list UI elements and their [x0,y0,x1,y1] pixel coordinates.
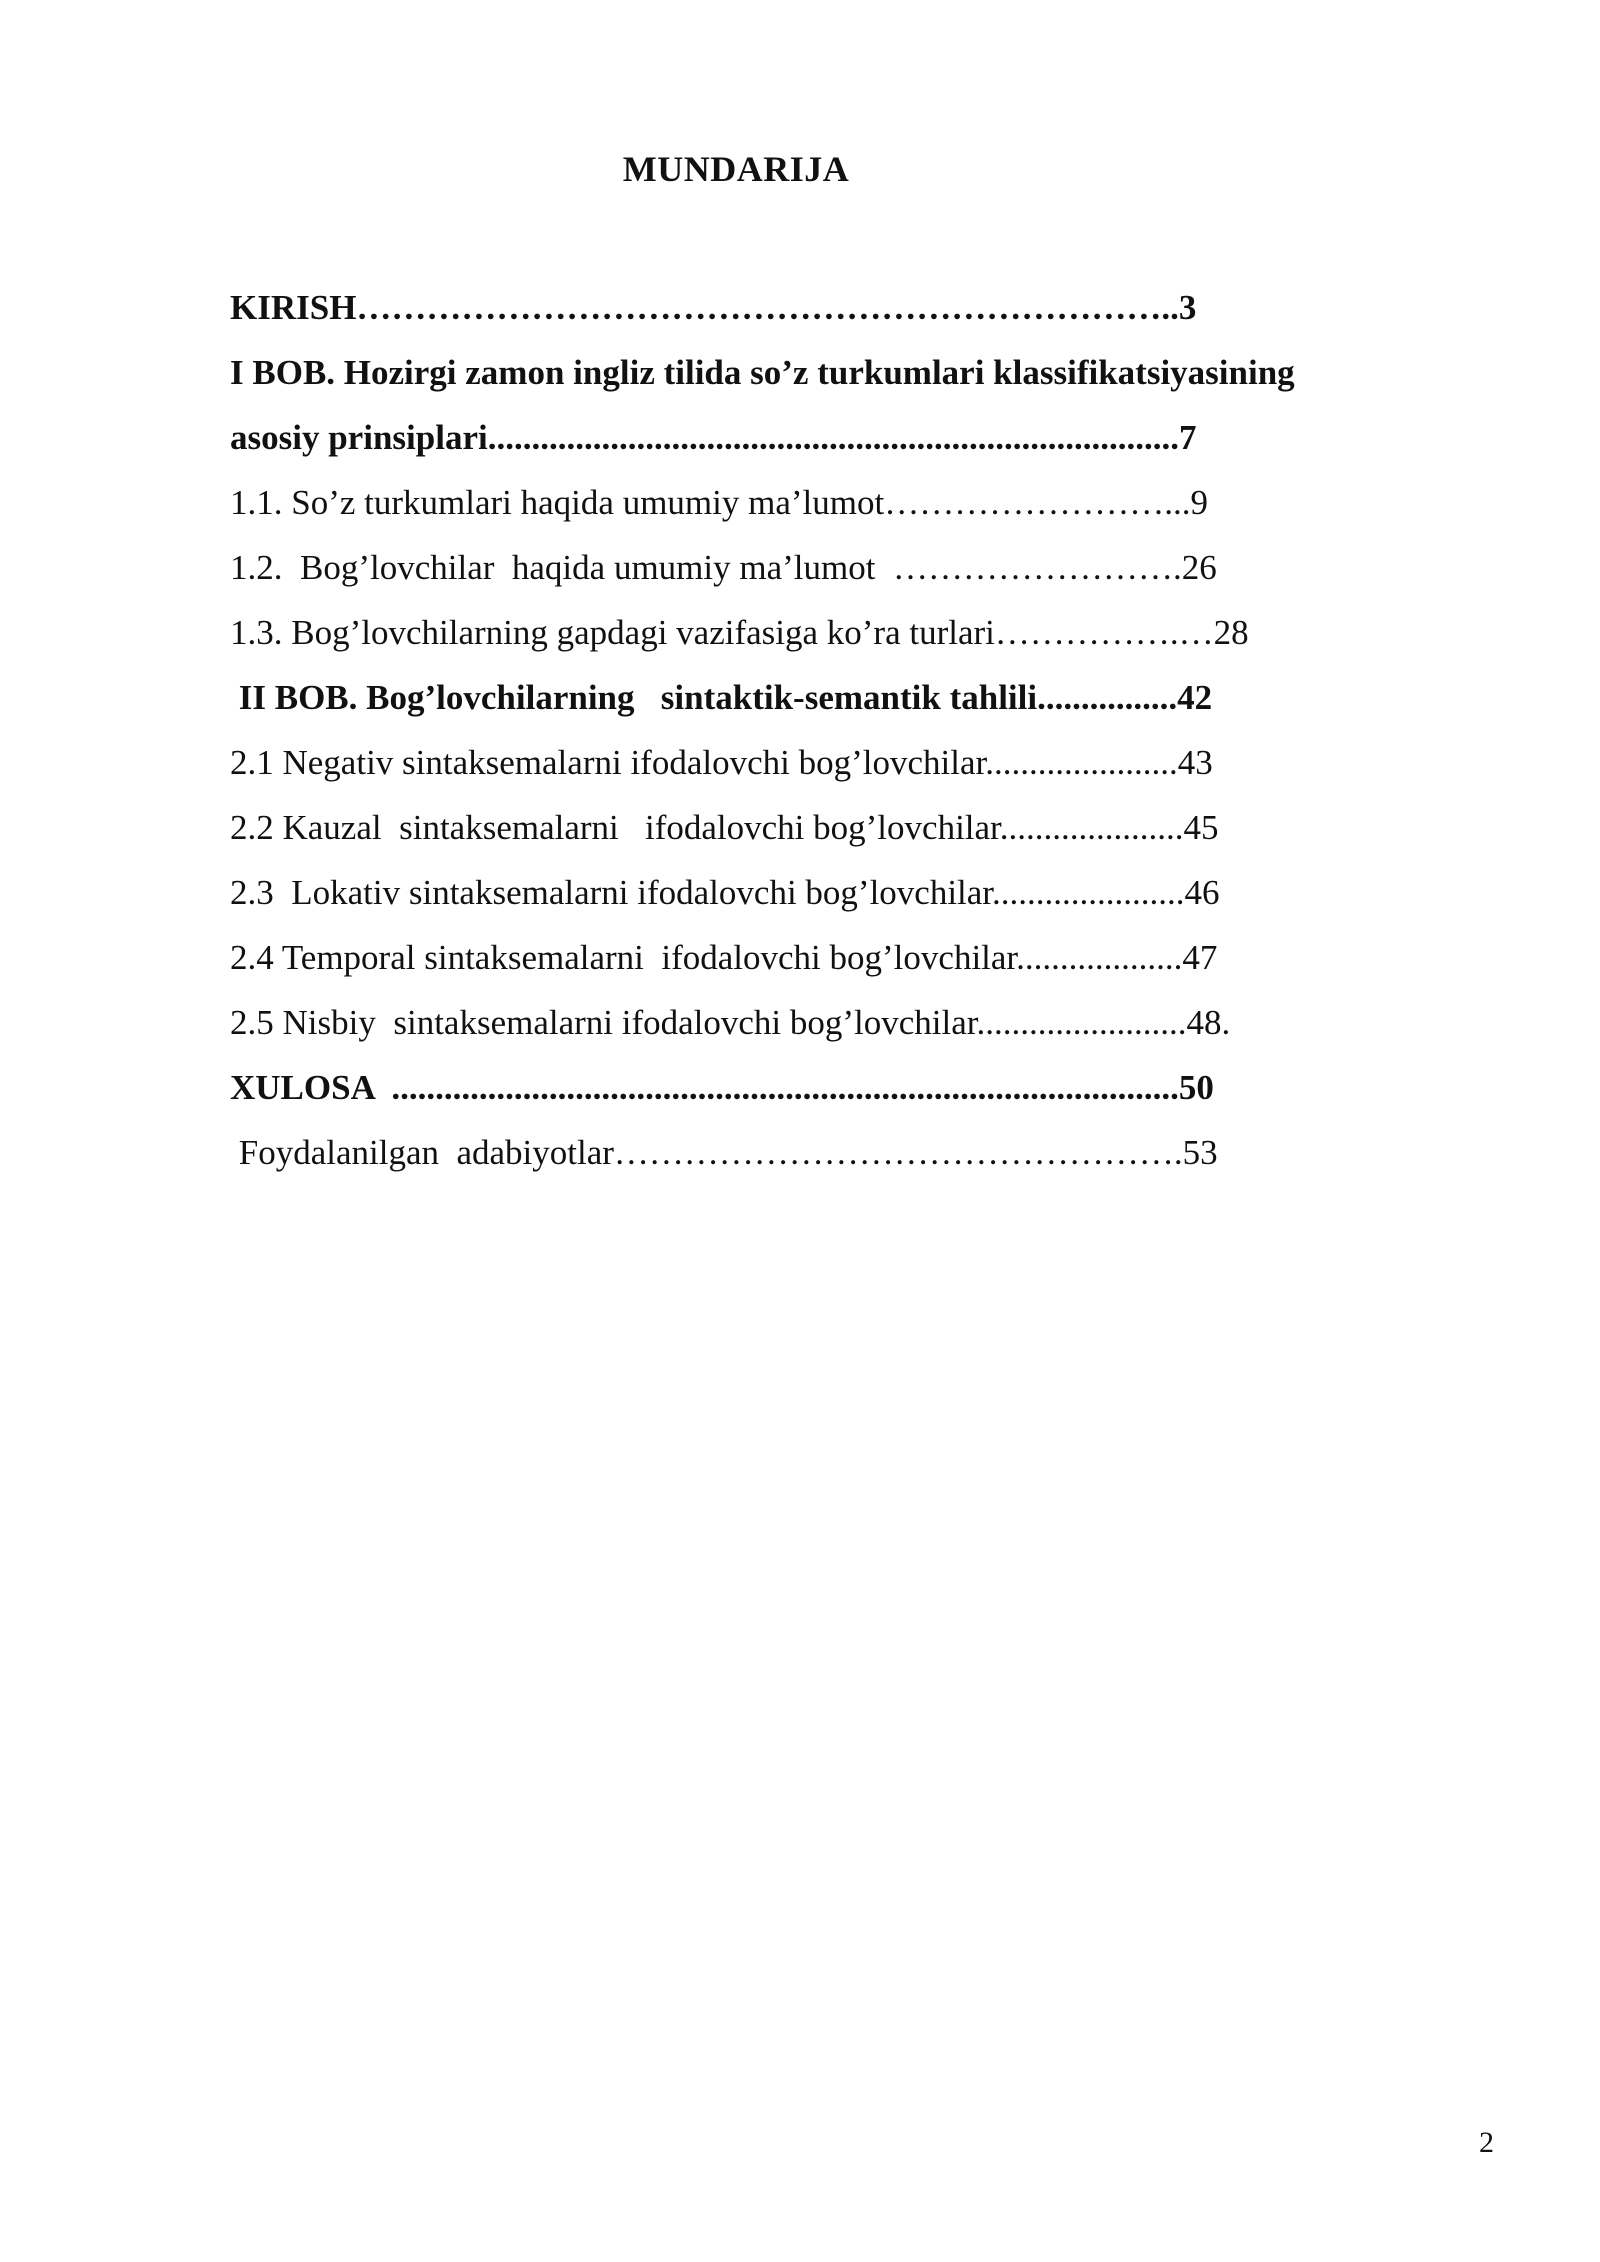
table-of-contents [230,278,1430,1188]
toc-entry-2-2: 2.2 Kauzal sintaksemalarni ifodalovchi bog’lovchilar.....................45 [230,808,1219,847]
toc-entry-1-2: 1.2. Bog’lovchilar haqida umumiy ma’lumot …………………….26 [230,548,1217,587]
toc-entry-chapter-1-title: I BOB. Hozirgi zamon ingliz tilida so’z turkumlari klassifikatsiyasining [230,353,1295,392]
toc-entry-chapter-2: II BOB. Bog’lovchilarning sintaktik-semantik tahlili................42 [230,678,1213,717]
toc-entry-1-1: 1.1. So’z turkumlari haqida umumiy ma’lumot……………………...9 [230,483,1208,522]
toc-entry-1-3: 1.3. Bog’lovchilarning gapdagi vazifasiga ko’ra turlari…………….…28 [230,613,1249,652]
toc-entry-chapter-1-title-cont: asosiy prinsiplari...............................................................................7 [230,418,1197,457]
toc-entry-xulosa: XULOSA ..........................................................................................50 [230,1068,1214,1107]
toc-entry-2-3: 2.3 Lokativ sintaksemalarni ifodalovchi bog’lovchilar......................46 [230,873,1220,912]
toc-entry-references: Foydalanilgan adabiyotlar………………………………………….53 [230,1133,1218,1172]
page-title: MUNDARIJA [622,149,850,189]
toc-entry-2-1: 2.1 Negativ sintaksemalarni ifodalovchi bog’lovchilar......................43 [230,743,1213,782]
toc-entry-kirish: KIRISH……………………………………………………………..3 [230,288,1197,327]
toc-entry-2-5: 2.5 Nisbiy sintaksemalarni ifodalovchi bog’lovchilar........................48. [230,1003,1231,1042]
page-number: 2 [1479,2126,1494,2159]
toc-entry-2-4: 2.4 Temporal sintaksemalarni ifodalovchi bog’lovchilar...................47 [230,938,1218,977]
